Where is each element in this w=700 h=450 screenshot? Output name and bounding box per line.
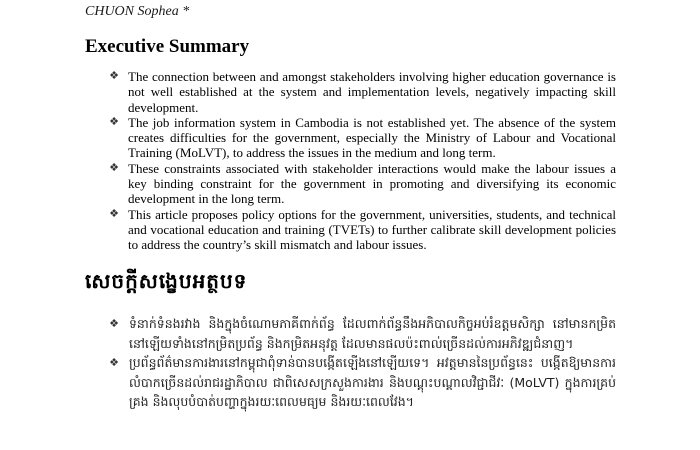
executive-summary-list [107, 69, 616, 253]
khmer-summary-list [107, 314, 616, 412]
khmer-summary-item-text: ប្រព័ន្ធព័ត៌មានការងារនៅកម្ពុជាពុំទាន់បានបង្កើតឡើងនៅឡើយទេ។ អវត្តមាននៃប្រព័ន្ធនេះ បង្កើតឱ្យមានការលំបាកច្រើនដល់រាជរដ្ឋាភិបាល ជាពិសេសក្រសួងការងារ និងបណ្តុះបណ្តាលវិជ្ជាជីវៈ (MoLVT) ក្នុងការគ្រប់គ្រង និងលុបបំបាត់បញ្ហាក្នុងរយៈពេលមធ្យម និងរយៈពេលវែង។ [129, 355, 616, 409]
summary-item-text: These constraints associated with stakeholder interactions would make the labour issues a key binding constraint for the government in promoting and diversifying its economic development in the long term. [128, 160, 616, 207]
diamond-bullet-icon: ❖ [109, 70, 119, 82]
executive-summary-heading: Executive Summary [85, 36, 250, 57]
summary-item [107, 115, 616, 161]
diamond-bullet-icon: ❖ [109, 207, 119, 220]
summary-item [107, 69, 616, 115]
diamond-bullet-icon: ❖ [109, 161, 119, 174]
summary-item-text: The connection between and amongst stakeholders involving higher education governance is not well established at the system and implementation levels, negatively impacting skill development. [128, 69, 616, 115]
summary-item [107, 207, 616, 253]
khmer-summary-item-text: ទំនាក់ទំនងរវាង និងក្នុងចំណោមភាគីពាក់ព័ន្ធ ដែលពាក់ព័ន្ធនឹងអភិបាលកិច្ចអប់រំឧត្តមសិក្សា នៅមានកម្រិតនៅឡើយទាំងនៅកម្រិតប្រព័ន្ធ និងកម្រិតអនុវត្ត ដែលមានផលប៉ះពាល់ច្រើនដល់ការអភិវឌ្ឍជំនាញ។ [129, 316, 616, 351]
khmer-summary-heading: សេចក្តីសង្ខេបអត្ថបទ [85, 269, 248, 293]
diamond-bullet-icon: ❖ [109, 356, 119, 369]
diamond-bullet-icon: ❖ [109, 115, 119, 128]
summary-item-text: This article proposes policy options for the government, universities, students, and technical and vocational education and training (TVETs) to further calibrate skill development policies to address the country’s skill mismatch and labour issues. [128, 206, 616, 253]
khmer-summary-item [107, 314, 616, 353]
author-name: CHUON Sophea * [85, 4, 190, 19]
diamond-bullet-icon: ❖ [109, 317, 119, 330]
summary-item-text: The job information system in Cambodia is not established yet. The absence of the system creates difficulties for the government, especially the Ministry of Labour and Vocational Training (MoLVT), to address the issues in the medium and long term. [128, 114, 616, 161]
summary-item [107, 161, 616, 207]
khmer-summary-item [107, 353, 616, 412]
